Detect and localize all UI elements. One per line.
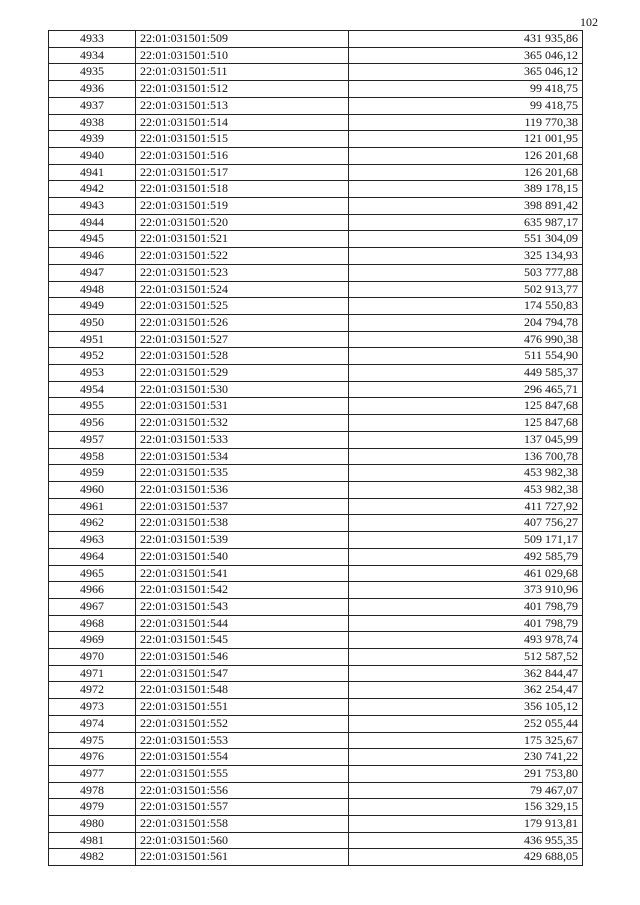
row-number: 4964: [49, 548, 136, 565]
cadastral-value: 509 171,17: [349, 532, 583, 549]
table-row: [49, 47, 583, 64]
cadastral-value: 449 585,37: [349, 365, 583, 382]
row-number: 4948: [49, 281, 136, 298]
row-number: 4974: [49, 715, 136, 732]
row-number: 4978: [49, 782, 136, 799]
table-row: [49, 31, 583, 48]
cadastral-number: 22:01:031501:527: [136, 331, 349, 348]
cadastral-value: 401 798,79: [349, 598, 583, 615]
cadastral-number: 22:01:031501:513: [136, 97, 349, 114]
table-row: [49, 665, 583, 682]
row-number: 4945: [49, 231, 136, 248]
cadastral-number: 22:01:031501:554: [136, 749, 349, 766]
table-row: [49, 248, 583, 265]
cadastral-value-table: [48, 30, 583, 866]
cadastral-number: 22:01:031501:518: [136, 181, 349, 198]
table-row: [49, 97, 583, 114]
row-number: 4968: [49, 615, 136, 632]
cadastral-value: 512 587,52: [349, 649, 583, 666]
row-number: 4963: [49, 532, 136, 549]
table-row: [49, 632, 583, 649]
cadastral-value: 174 550,83: [349, 298, 583, 315]
cadastral-number: 22:01:031501:531: [136, 398, 349, 415]
cadastral-value: 431 935,86: [349, 31, 583, 48]
row-number: 4954: [49, 381, 136, 398]
cadastral-number: 22:01:031501:561: [136, 849, 349, 866]
row-number: 4936: [49, 81, 136, 98]
cadastral-number: 22:01:031501:516: [136, 147, 349, 164]
table-row: [49, 649, 583, 666]
cadastral-value: 126 201,68: [349, 164, 583, 181]
table-row: [49, 348, 583, 365]
cadastral-value: 296 465,71: [349, 381, 583, 398]
table-row: [49, 415, 583, 432]
row-number: 4952: [49, 348, 136, 365]
table-row: [49, 181, 583, 198]
row-number: 4975: [49, 732, 136, 749]
cadastral-value: 373 910,96: [349, 582, 583, 599]
table-row: [49, 816, 583, 833]
row-number: 4942: [49, 181, 136, 198]
cadastral-number: 22:01:031501:515: [136, 131, 349, 148]
cadastral-number: 22:01:031501:545: [136, 632, 349, 649]
table-row: [49, 699, 583, 716]
cadastral-number: 22:01:031501:528: [136, 348, 349, 365]
table-row: [49, 565, 583, 582]
table-row: [49, 548, 583, 565]
cadastral-value: 493 978,74: [349, 632, 583, 649]
table-row: [49, 114, 583, 131]
cadastral-number: 22:01:031501:521: [136, 231, 349, 248]
table-row: [49, 147, 583, 164]
row-number: 4977: [49, 765, 136, 782]
cadastral-value: 179 913,81: [349, 816, 583, 833]
row-number: 4969: [49, 632, 136, 649]
cadastral-value: 126 201,68: [349, 147, 583, 164]
table-row: [49, 365, 583, 382]
table-row: [49, 615, 583, 632]
cadastral-value: 503 777,88: [349, 264, 583, 281]
cadastral-number: 22:01:031501:517: [136, 164, 349, 181]
table-body: [49, 31, 583, 866]
cadastral-value: 156 329,15: [349, 799, 583, 816]
cadastral-number: 22:01:031501:540: [136, 548, 349, 565]
row-number: 4967: [49, 598, 136, 615]
cadastral-value: 453 982,38: [349, 465, 583, 482]
cadastral-value: 99 418,75: [349, 97, 583, 114]
cadastral-value: 635 987,17: [349, 214, 583, 231]
cadastral-number: 22:01:031501:551: [136, 699, 349, 716]
table-row: [49, 164, 583, 181]
table-row: [49, 398, 583, 415]
cadastral-number: 22:01:031501:520: [136, 214, 349, 231]
cadastral-number: 22:01:031501:532: [136, 415, 349, 432]
cadastral-number: 22:01:031501:543: [136, 598, 349, 615]
row-number: 4966: [49, 582, 136, 599]
row-number: 4955: [49, 398, 136, 415]
cadastral-number: 22:01:031501:547: [136, 665, 349, 682]
row-number: 4957: [49, 431, 136, 448]
cadastral-value: 551 304,09: [349, 231, 583, 248]
cadastral-number: 22:01:031501:556: [136, 782, 349, 799]
row-number: 4943: [49, 198, 136, 215]
row-number: 4956: [49, 415, 136, 432]
cadastral-number: 22:01:031501:536: [136, 481, 349, 498]
cadastral-value: 476 990,38: [349, 331, 583, 348]
row-number: 4939: [49, 131, 136, 148]
table-row: [49, 532, 583, 549]
row-number: 4961: [49, 498, 136, 515]
cadastral-value: 137 045,99: [349, 431, 583, 448]
cadastral-number: 22:01:031501:511: [136, 64, 349, 81]
cadastral-number: 22:01:031501:552: [136, 715, 349, 732]
cadastral-number: 22:01:031501:519: [136, 198, 349, 215]
row-number: 4947: [49, 264, 136, 281]
cadastral-number: 22:01:031501:512: [136, 81, 349, 98]
row-number: 4958: [49, 448, 136, 465]
cadastral-number: 22:01:031501:534: [136, 448, 349, 465]
table-row: [49, 732, 583, 749]
cadastral-value: 401 798,79: [349, 615, 583, 632]
cadastral-number: 22:01:031501:548: [136, 682, 349, 699]
cadastral-number: 22:01:031501:541: [136, 565, 349, 582]
cadastral-number: 22:01:031501:530: [136, 381, 349, 398]
row-number: 4976: [49, 749, 136, 766]
cadastral-number: 22:01:031501:539: [136, 532, 349, 549]
cadastral-value: 511 554,90: [349, 348, 583, 365]
cadastral-number: 22:01:031501:538: [136, 515, 349, 532]
cadastral-value: 325 134,93: [349, 248, 583, 265]
cadastral-number: 22:01:031501:558: [136, 816, 349, 833]
row-number: 4981: [49, 832, 136, 849]
table-row: [49, 849, 583, 866]
table-row: [49, 832, 583, 849]
row-number: 4980: [49, 816, 136, 833]
table-row: [49, 381, 583, 398]
cadastral-number: 22:01:031501:529: [136, 365, 349, 382]
cadastral-value: 365 046,12: [349, 47, 583, 64]
cadastral-value: 362 844,47: [349, 665, 583, 682]
table-row: [49, 481, 583, 498]
table-row: [49, 314, 583, 331]
row-number: 4937: [49, 97, 136, 114]
table-row: [49, 81, 583, 98]
row-number: 4982: [49, 849, 136, 866]
table-row: [49, 431, 583, 448]
table-row: [49, 331, 583, 348]
table-row: [49, 515, 583, 532]
cadastral-number: 22:01:031501:526: [136, 314, 349, 331]
table-row: [49, 498, 583, 515]
table-row: [49, 64, 583, 81]
table-row: [49, 198, 583, 215]
cadastral-value: 389 178,15: [349, 181, 583, 198]
cadastral-number: 22:01:031501:522: [136, 248, 349, 265]
table-row: [49, 598, 583, 615]
cadastral-number: 22:01:031501:553: [136, 732, 349, 749]
row-number: 4970: [49, 649, 136, 666]
table-row: [49, 298, 583, 315]
row-number: 4946: [49, 248, 136, 265]
table-row: [49, 749, 583, 766]
row-number: 4951: [49, 331, 136, 348]
row-number: 4940: [49, 147, 136, 164]
cadastral-value: 136 700,78: [349, 448, 583, 465]
table-row: [49, 214, 583, 231]
cadastral-number: 22:01:031501:535: [136, 465, 349, 482]
table-row: [49, 799, 583, 816]
cadastral-value: 407 756,27: [349, 515, 583, 532]
cadastral-value: 461 029,68: [349, 565, 583, 582]
cadastral-value: 492 585,79: [349, 548, 583, 565]
cadastral-number: 22:01:031501:510: [136, 47, 349, 64]
page-number: 102: [580, 15, 598, 29]
cadastral-value: 291 753,80: [349, 765, 583, 782]
row-number: 4971: [49, 665, 136, 682]
row-number: 4935: [49, 64, 136, 81]
cadastral-value: 119 770,38: [349, 114, 583, 131]
cadastral-value: 121 001,95: [349, 131, 583, 148]
cadastral-value: 411 727,92: [349, 498, 583, 515]
table-row: [49, 231, 583, 248]
table-row: [49, 682, 583, 699]
table-row: [49, 264, 583, 281]
cadastral-value: 453 982,38: [349, 481, 583, 498]
cadastral-number: 22:01:031501:514: [136, 114, 349, 131]
cadastral-value: 356 105,12: [349, 699, 583, 716]
row-number: 4938: [49, 114, 136, 131]
cadastral-number: 22:01:031501:557: [136, 799, 349, 816]
row-number: 4953: [49, 365, 136, 382]
cadastral-number: 22:01:031501:544: [136, 615, 349, 632]
cadastral-number: 22:01:031501:533: [136, 431, 349, 448]
cadastral-value: 398 891,42: [349, 198, 583, 215]
row-number: 4972: [49, 682, 136, 699]
cadastral-value: 125 847,68: [349, 398, 583, 415]
row-number: 4979: [49, 799, 136, 816]
cadastral-number: 22:01:031501:525: [136, 298, 349, 315]
table-row: [49, 715, 583, 732]
cadastral-value: 502 913,77: [349, 281, 583, 298]
cadastral-number: 22:01:031501:546: [136, 649, 349, 666]
cadastral-value: 252 055,44: [349, 715, 583, 732]
cadastral-value: 365 046,12: [349, 64, 583, 81]
table-row: [49, 131, 583, 148]
row-number: 4949: [49, 298, 136, 315]
cadastral-number: 22:01:031501:523: [136, 264, 349, 281]
cadastral-value: 230 741,22: [349, 749, 583, 766]
row-number: 4959: [49, 465, 136, 482]
table-row: [49, 281, 583, 298]
cadastral-number: 22:01:031501:537: [136, 498, 349, 515]
row-number: 4934: [49, 47, 136, 64]
table-row: [49, 582, 583, 599]
cadastral-number: 22:01:031501:542: [136, 582, 349, 599]
cadastral-number: 22:01:031501:509: [136, 31, 349, 48]
cadastral-number: 22:01:031501:524: [136, 281, 349, 298]
cadastral-value: 99 418,75: [349, 81, 583, 98]
cadastral-number: 22:01:031501:560: [136, 832, 349, 849]
row-number: 4965: [49, 565, 136, 582]
row-number: 4973: [49, 699, 136, 716]
table-row: [49, 448, 583, 465]
row-number: 4962: [49, 515, 136, 532]
table-row: [49, 782, 583, 799]
row-number: 4950: [49, 314, 136, 331]
row-number: 4941: [49, 164, 136, 181]
cadastral-value: 79 467,07: [349, 782, 583, 799]
cadastral-value: 204 794,78: [349, 314, 583, 331]
cadastral-value: 429 688,05: [349, 849, 583, 866]
row-number: 4960: [49, 481, 136, 498]
cadastral-value: 436 955,35: [349, 832, 583, 849]
cadastral-number: 22:01:031501:555: [136, 765, 349, 782]
cadastral-value: 175 325,67: [349, 732, 583, 749]
table-row: [49, 765, 583, 782]
row-number: 4944: [49, 214, 136, 231]
row-number: 4933: [49, 31, 136, 48]
cadastral-value: 362 254,47: [349, 682, 583, 699]
cadastral-value: 125 847,68: [349, 415, 583, 432]
table-row: [49, 465, 583, 482]
